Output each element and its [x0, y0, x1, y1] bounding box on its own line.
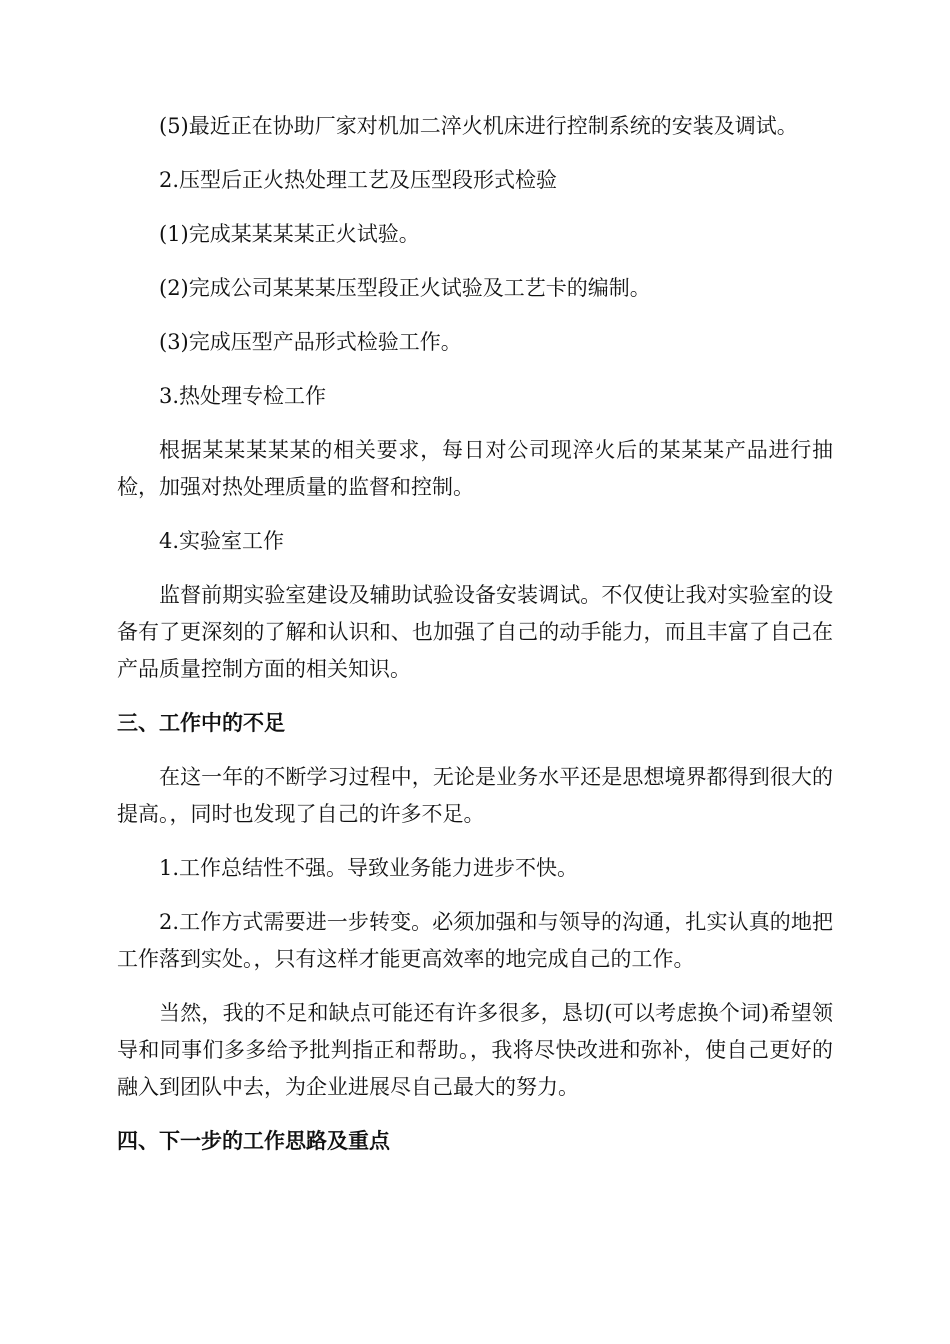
list-item: 1.工作总结性不强。导致业务能力进步不快。	[159, 856, 579, 880]
paragraph: 在这一年的不断学习过程中，无论是业务水平还是思想境界都得到很大的提高。，同时也发现了自己的许多不足。	[117, 765, 833, 826]
section-item: 2.压型后正火热处理工艺及压型段形式检验	[159, 168, 558, 192]
section-item: 3.热处理专检工作	[159, 384, 327, 408]
paragraph: (5)最近正在协助厂家对机加二淬火机床进行控制系统的安装及调试。	[159, 114, 798, 138]
list-item: (3)完成压型产品形式检验工作。	[159, 330, 462, 354]
list-item: (2)完成公司某某某压型段正火试验及工艺卡的编制。	[159, 276, 651, 300]
list-item: (1)完成某某某某正火试验。	[159, 222, 420, 246]
document-body	[117, 108, 833, 1160]
section-heading: 三、工作中的不足	[117, 711, 285, 735]
section-heading: 四、下一步的工作思路及重点	[117, 1129, 390, 1153]
section-item: 4.实验室工作	[159, 529, 285, 553]
paragraph: 监督前期实验室建设及辅助试验设备安装调试。不仅使让我对实验室的设备有了更深刻的了解和认识和、也加强了自己的动手能力，而且丰富了自己在产品质量控制方面的相关知识。	[117, 583, 833, 681]
list-item: 2.工作方式需要进一步转变。必须加强和与领导的沟通，扎实认真的地把工作落到实处。，只有这样才能更高效率的地完成自己的工作。	[117, 910, 833, 971]
paragraph: 根据某某某某某的相关要求，每日对公司现淬火后的某某某产品进行抽检，加强对热处理质量的监督和控制。	[117, 438, 833, 499]
paragraph: 当然，我的不足和缺点可能还有许多很多，恳切(可以考虑换个词)希望领导和同事们多多给予批判指正和帮助。，我将尽快改进和弥补，使自己更好的融入到团队中去，为企业进展尽自己最大的努力。	[117, 1001, 833, 1099]
